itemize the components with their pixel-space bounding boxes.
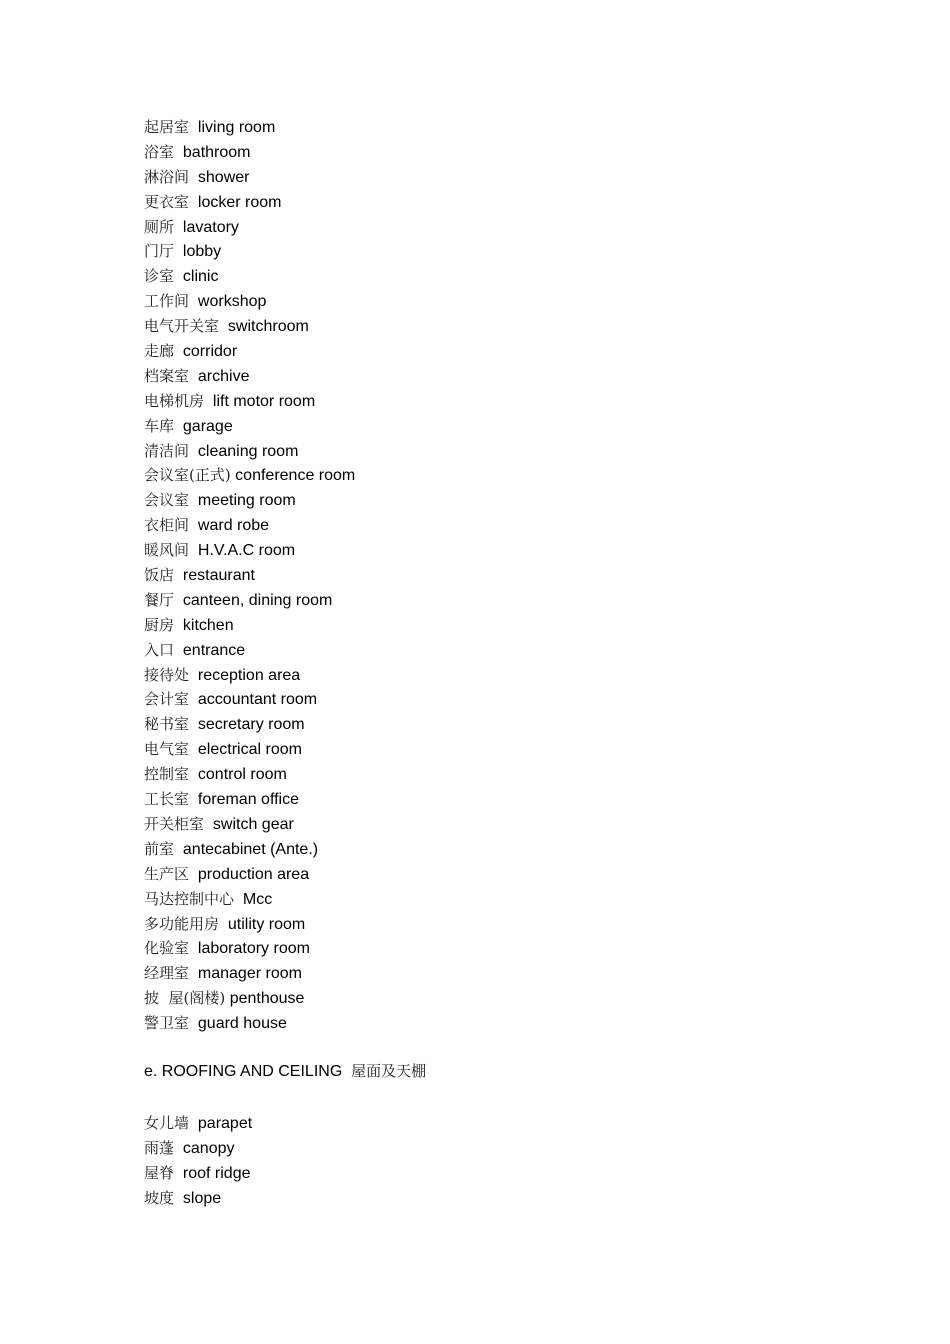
- term-separator: [174, 243, 183, 260]
- glossary-entry: [144, 712, 355, 737]
- glossary-entry: [144, 1136, 252, 1161]
- term-chinese: 开关柜室: [144, 814, 205, 833]
- glossary-entry: [144, 463, 355, 488]
- term-separator: [174, 268, 183, 285]
- term-chinese: 会议室: [144, 491, 190, 510]
- term-chinese: 生产区: [144, 864, 190, 883]
- term-separator: [189, 542, 198, 559]
- term-english: entrance: [182, 641, 246, 659]
- term-english: lift motor room: [212, 392, 316, 410]
- term-chinese: 化验室: [144, 939, 190, 958]
- term-separator: [174, 592, 183, 609]
- term-separator: [174, 1190, 183, 1207]
- roofing-glossary-list: [144, 1111, 252, 1211]
- term-chinese: 电气室: [144, 740, 190, 759]
- term-english: slope: [182, 1189, 222, 1207]
- glossary-entry: [144, 165, 355, 190]
- glossary-entry: [144, 364, 355, 389]
- term-separator: [189, 691, 198, 708]
- glossary-entry: [144, 687, 355, 712]
- glossary-entry: [144, 140, 355, 165]
- term-english: parapet: [197, 1115, 253, 1132]
- term-english: workshop: [197, 293, 267, 311]
- term-separator: [189, 119, 198, 136]
- term-separator: [189, 368, 198, 385]
- term-chinese: 车库: [144, 416, 175, 435]
- glossary-entry: [144, 588, 355, 613]
- section-heading-separator: [342, 1063, 351, 1080]
- glossary-entry: [144, 389, 355, 414]
- term-chinese: 走廊: [144, 342, 175, 361]
- term-separator: [189, 965, 198, 982]
- glossary-entry: [144, 961, 355, 986]
- term-chinese: 经理室: [144, 964, 190, 983]
- section-heading-english: e. ROOFING AND CEILING: [144, 1063, 343, 1080]
- term-english: restaurant: [182, 567, 255, 585]
- glossary-entry: [144, 986, 355, 1011]
- glossary-entry: [144, 414, 355, 439]
- term-separator: [174, 1140, 183, 1157]
- glossary-entry: [144, 314, 355, 339]
- term-english: manager room: [197, 965, 302, 983]
- term-chinese: 坡度: [144, 1188, 175, 1207]
- term-english: kitchen: [182, 616, 234, 634]
- room-glossary-list: [144, 115, 355, 1036]
- glossary-entry: [144, 488, 355, 513]
- glossary-entry: [144, 190, 355, 215]
- term-english: reception area: [197, 666, 301, 684]
- term-chinese: 前室: [144, 839, 175, 858]
- glossary-entry: [144, 115, 355, 140]
- term-english: shower: [197, 168, 250, 186]
- term-english: canopy: [182, 1139, 235, 1157]
- term-chinese: 女儿墙: [144, 1114, 190, 1132]
- section-heading: [144, 1059, 426, 1084]
- term-english: lavatory: [182, 218, 239, 236]
- term-chinese: 接待处: [144, 665, 190, 684]
- glossary-entry: [144, 837, 355, 862]
- term-chinese: 秘书室: [144, 715, 190, 734]
- term-chinese: 马达控制中心: [144, 889, 235, 908]
- term-separator: [174, 219, 183, 236]
- term-separator: [189, 492, 198, 509]
- term-separator: [174, 642, 183, 659]
- term-english: ward robe: [197, 517, 270, 535]
- glossary-entry: [144, 439, 355, 464]
- term-english: antecabinet (Ante.): [182, 840, 319, 858]
- term-english: switchroom: [227, 318, 309, 336]
- term-english: garage: [182, 417, 233, 435]
- term-english: roof ridge: [182, 1164, 251, 1182]
- term-chinese: 衣柜间: [144, 516, 190, 535]
- term-english: living room: [197, 119, 276, 136]
- glossary-entry: [144, 887, 355, 912]
- term-separator: [174, 617, 183, 634]
- term-chinese: 厨房: [144, 615, 175, 634]
- term-separator: [219, 318, 228, 335]
- term-chinese: 档案室: [144, 366, 190, 385]
- glossary-entry: [144, 787, 355, 812]
- glossary-entry: [144, 1011, 355, 1036]
- term-separator: [189, 940, 198, 957]
- term-english: production area: [197, 865, 310, 883]
- term-separator: [189, 194, 198, 211]
- term-chinese: 更衣室: [144, 192, 190, 211]
- term-chinese: 会计室: [144, 690, 190, 709]
- term-separator: [189, 1115, 198, 1132]
- term-chinese: 电梯机房: [144, 391, 205, 410]
- glossary-entry: [144, 638, 355, 663]
- term-chinese: 屋脊: [144, 1163, 175, 1182]
- term-english: clinic: [182, 268, 219, 286]
- term-chinese: 浴室: [144, 142, 175, 161]
- term-chinese: 暖风间: [144, 541, 190, 560]
- term-english: lobby: [182, 243, 222, 261]
- term-chinese: 电气开关室: [144, 317, 220, 336]
- term-separator: [219, 916, 228, 933]
- term-chinese: 淋浴间: [144, 167, 190, 186]
- glossary-entry: [144, 862, 355, 887]
- term-separator: [174, 418, 183, 435]
- glossary-entry: [144, 538, 355, 563]
- glossary-entry: [144, 1111, 252, 1136]
- term-chinese: 多功能用房: [144, 914, 220, 933]
- glossary-entry: [144, 339, 355, 364]
- term-separator: [189, 1015, 198, 1032]
- term-chinese: 控制室: [144, 765, 190, 784]
- term-chinese: 会议室(正式): [144, 466, 231, 485]
- term-english: locker room: [197, 193, 282, 211]
- term-chinese: 厕所: [144, 217, 175, 236]
- term-english: H.V.A.C room: [197, 542, 296, 560]
- term-english: guard house: [197, 1015, 287, 1033]
- glossary-entry: [144, 563, 355, 588]
- term-separator: [189, 741, 198, 758]
- term-separator: [189, 517, 198, 534]
- term-chinese: 雨蓬: [144, 1138, 175, 1157]
- term-separator: [174, 567, 183, 584]
- term-chinese: 诊室: [144, 267, 175, 286]
- term-english: foreman office: [197, 791, 299, 809]
- term-separator: [204, 393, 213, 410]
- glossary-entry: [144, 239, 355, 264]
- term-english: accountant room: [197, 691, 318, 709]
- term-separator: [189, 443, 198, 460]
- term-separator: [189, 293, 198, 310]
- term-chinese: 披 屋(阁楼): [144, 989, 226, 1008]
- term-chinese: 饭店: [144, 566, 175, 585]
- glossary-entry: [144, 215, 355, 240]
- glossary-entry: [144, 737, 355, 762]
- term-english: cleaning room: [197, 442, 299, 460]
- glossary-entry: [144, 513, 355, 538]
- glossary-entry: [144, 264, 355, 289]
- term-english: laboratory room: [197, 940, 310, 958]
- glossary-entry: [144, 812, 355, 837]
- term-chinese: 入口: [144, 640, 175, 659]
- section-heading-chinese: 屋面及天棚: [351, 1062, 427, 1080]
- term-separator: [189, 866, 198, 883]
- term-chinese: 餐厅: [144, 590, 175, 609]
- glossary-entry: [144, 1186, 252, 1211]
- term-english: secretary room: [197, 716, 305, 734]
- term-separator: [234, 891, 243, 908]
- term-english: meeting room: [197, 492, 296, 510]
- term-chinese: 警卫室: [144, 1014, 190, 1033]
- term-separator: [189, 791, 198, 808]
- term-chinese: 工长室: [144, 790, 190, 809]
- term-separator: [189, 766, 198, 783]
- term-separator: [189, 716, 198, 733]
- term-chinese: 工作间: [144, 292, 190, 311]
- term-separator: [174, 144, 183, 161]
- term-english: control room: [197, 766, 287, 784]
- term-english: bathroom: [182, 143, 251, 161]
- glossary-entry: [144, 289, 355, 314]
- term-separator: [204, 816, 213, 833]
- glossary-entry: [144, 663, 355, 688]
- term-separator: [189, 169, 198, 186]
- term-english: archive: [197, 367, 250, 385]
- term-chinese: 起居室: [144, 118, 190, 136]
- term-english: conference room: [235, 467, 356, 485]
- term-english: switch gear: [212, 815, 294, 833]
- term-english: corridor: [182, 343, 238, 361]
- term-english: utility room: [227, 915, 306, 933]
- term-separator: [174, 343, 183, 360]
- glossary-entry: [144, 912, 355, 937]
- term-english: penthouse: [229, 990, 305, 1008]
- glossary-entry: [144, 1161, 252, 1186]
- glossary-entry: [144, 936, 355, 961]
- term-english: Mcc: [242, 890, 273, 908]
- glossary-entry: [144, 762, 355, 787]
- glossary-entry: [144, 613, 355, 638]
- term-english: canteen, dining room: [182, 591, 333, 609]
- term-separator: [189, 667, 198, 684]
- term-chinese: 清洁间: [144, 441, 190, 460]
- term-separator: [174, 841, 183, 858]
- term-separator: [174, 1165, 183, 1182]
- term-chinese: 门厅: [144, 242, 175, 261]
- term-english: electrical room: [197, 741, 302, 759]
